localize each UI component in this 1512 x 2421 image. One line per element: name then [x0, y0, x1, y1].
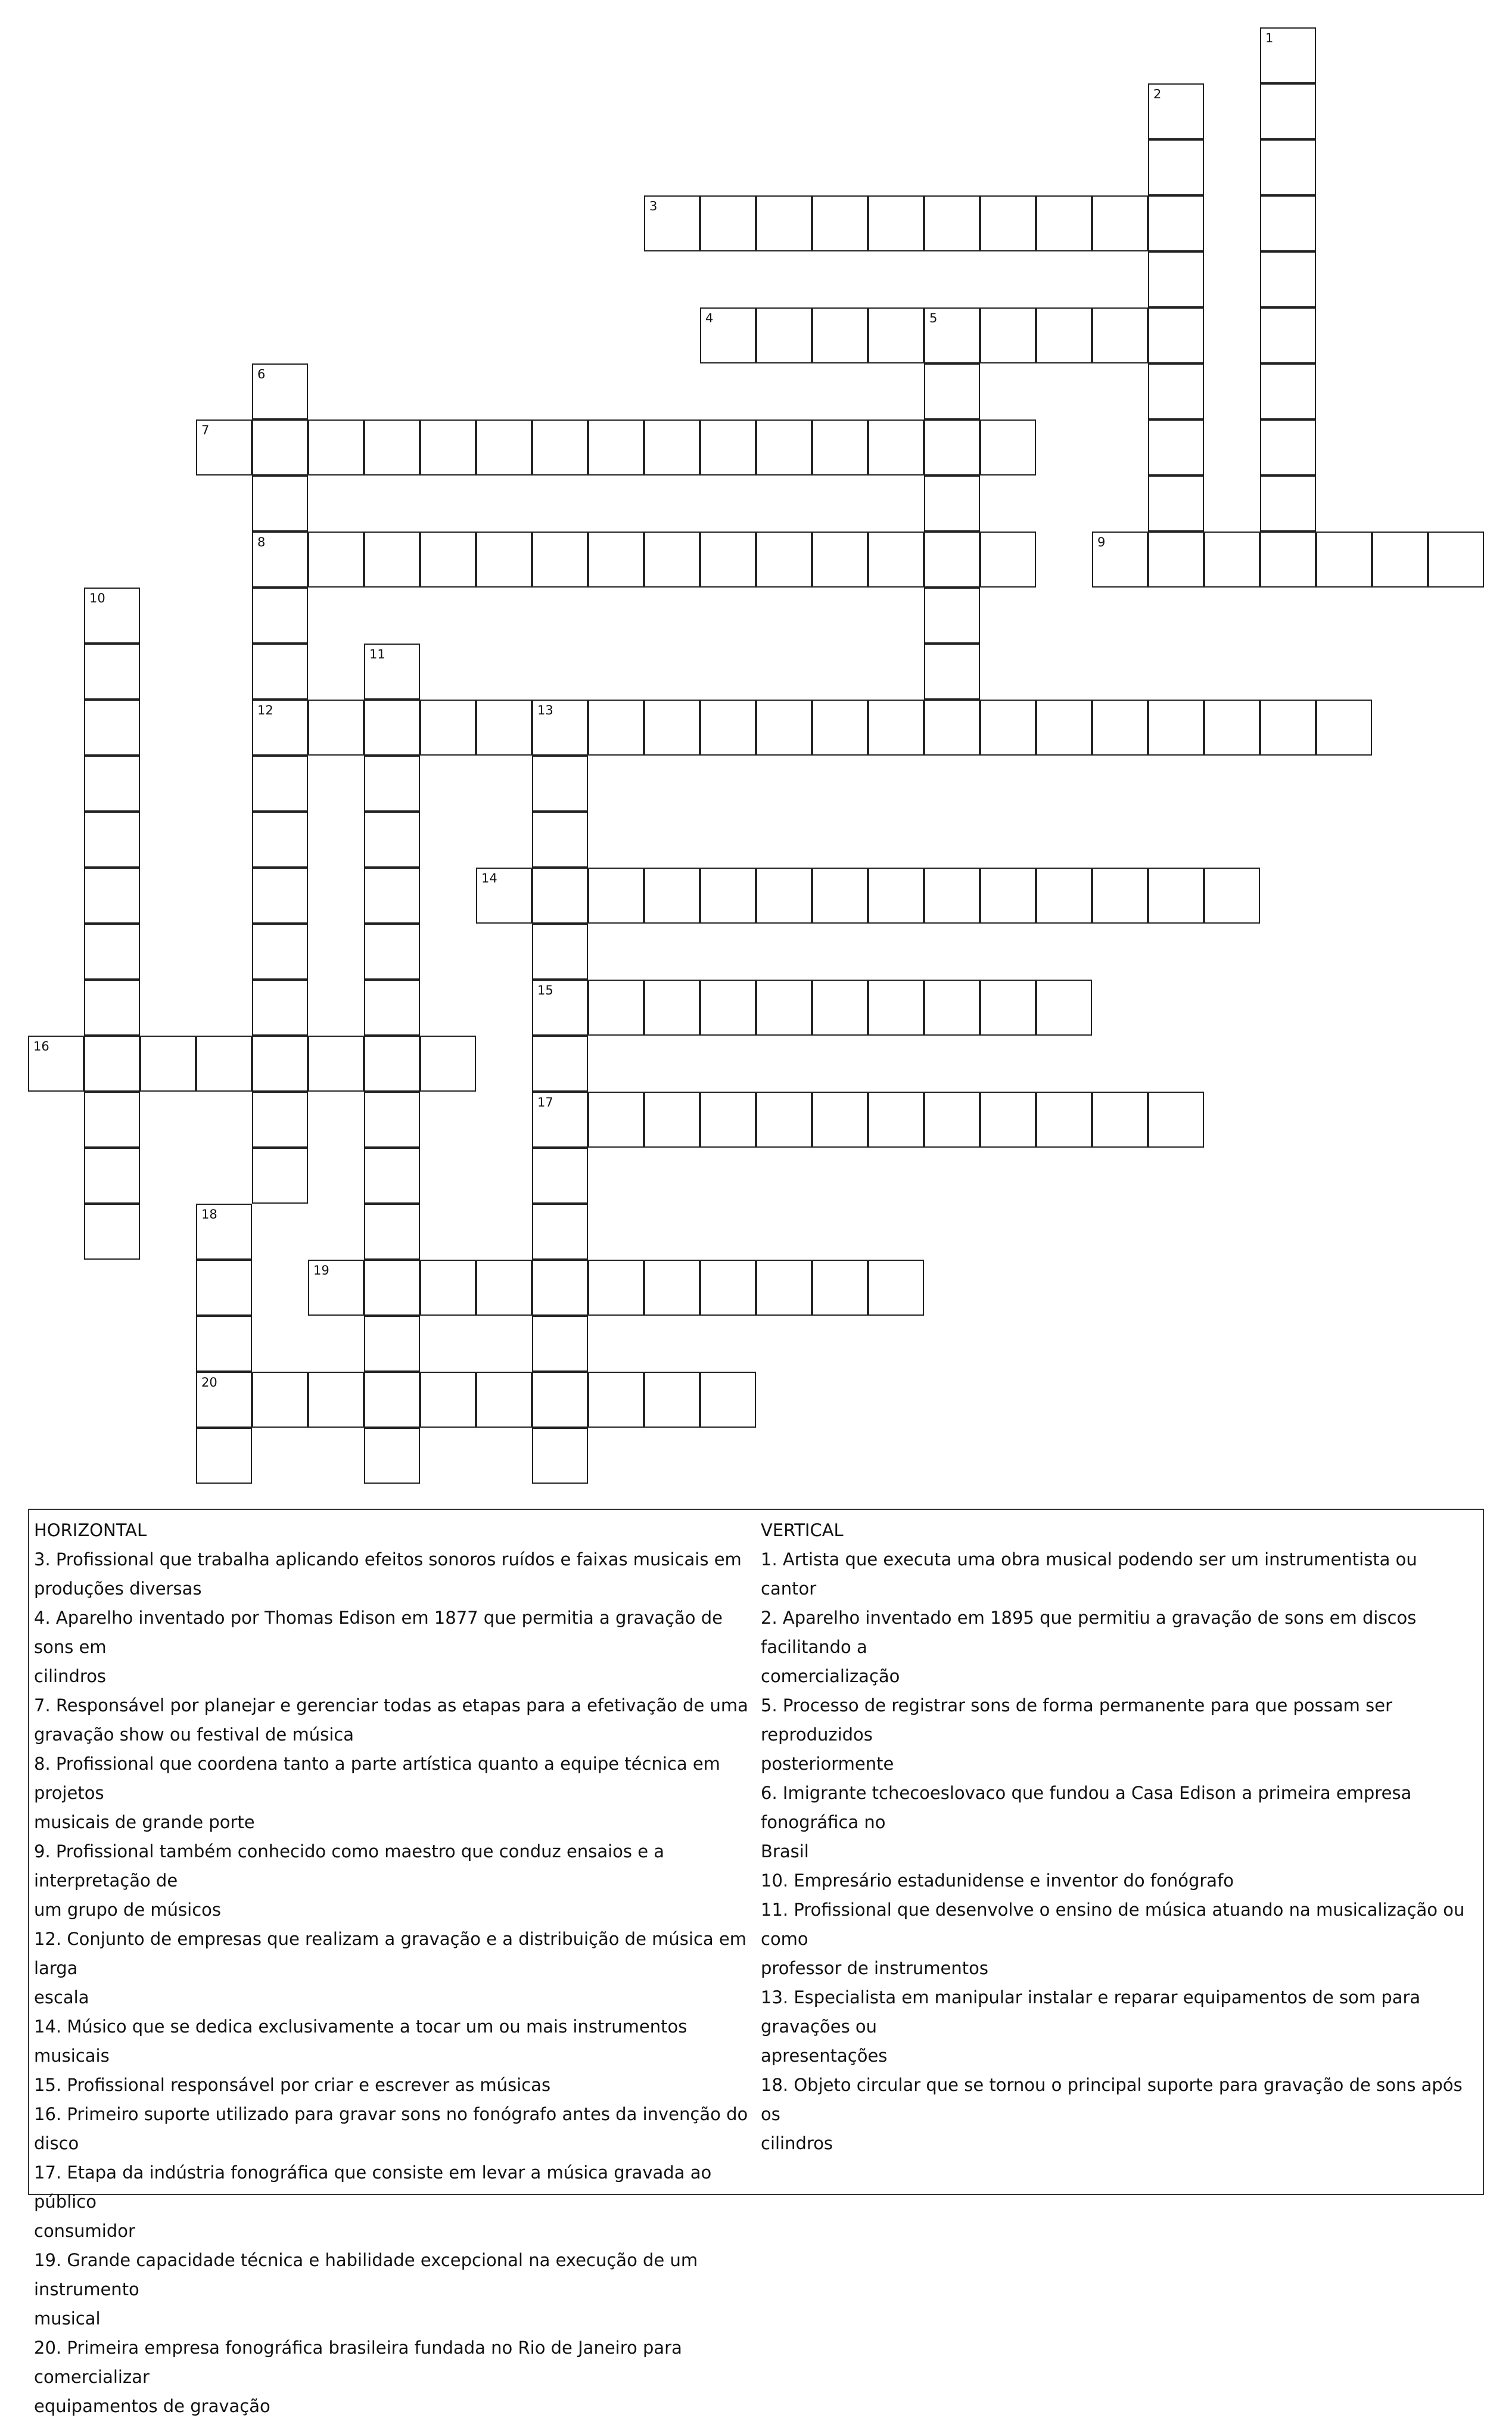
grid-cell[interactable] — [1260, 419, 1316, 476]
grid-cell[interactable] — [252, 812, 308, 868]
grid-cell[interactable] — [1260, 532, 1316, 588]
grid-cell[interactable] — [196, 1316, 252, 1372]
grid-cell[interactable] — [140, 1036, 196, 1092]
grid-cell[interactable] — [532, 756, 588, 812]
grid-cell[interactable] — [1148, 700, 1204, 756]
grid-cell[interactable] — [1148, 139, 1204, 195]
grid-cell[interactable] — [1148, 532, 1204, 588]
grid-cell[interactable] — [364, 419, 420, 476]
grid-cell[interactable] — [588, 700, 644, 756]
clue-number: 17 — [537, 1095, 553, 1110]
grid-cell[interactable] — [196, 419, 252, 476]
grid-cell[interactable] — [1260, 83, 1316, 139]
vertical-clues — [761, 1516, 1476, 2158]
grid-cell[interactable] — [868, 532, 924, 588]
grid-cell[interactable] — [84, 1036, 140, 1092]
horizontal-heading: HORIZONTAL — [34, 1520, 147, 1540]
grid-cell[interactable] — [532, 924, 588, 980]
grid-cell[interactable] — [84, 1204, 140, 1260]
clue-line: 17. Etapa da indústria fonográfica que consiste em levar a música gravada ao público — [34, 2162, 712, 2212]
grid-cell[interactable] — [1204, 700, 1260, 756]
grid-cell[interactable] — [364, 1372, 420, 1428]
clue-line: professor de instrumentos — [761, 1958, 988, 1978]
grid-cell[interactable] — [868, 1092, 924, 1148]
clue-line: 15. Profissional responsável por criar e escrever as músicas — [34, 2075, 551, 2095]
clue-line: 6. Imigrante tchecoeslovaco que fundou a Casa Edison a primeira empresa fonográfica no — [761, 1783, 1412, 1832]
grid-cell[interactable] — [1316, 700, 1372, 756]
grid-cell[interactable] — [924, 476, 980, 532]
clue-line: 18. Objeto circular que se tornou o principal suporte para gravação de sons após os — [761, 2075, 1463, 2124]
grid-cell[interactable] — [1260, 27, 1316, 83]
grid-cell[interactable] — [812, 1092, 868, 1148]
grid-cell[interactable] — [308, 419, 364, 476]
grid-cell[interactable] — [532, 1092, 588, 1148]
clue-number: 20 — [201, 1375, 217, 1390]
grid-cell[interactable] — [1260, 139, 1316, 195]
clue-line: 9. Profissional também conhecido como maestro que conduz ensaios e a interpretação de — [34, 1841, 665, 1891]
grid-cell[interactable] — [532, 700, 588, 756]
grid-cell[interactable] — [980, 1092, 1036, 1148]
grid-cell[interactable] — [1372, 532, 1428, 588]
grid-cell[interactable] — [588, 419, 644, 476]
grid-cell[interactable] — [1260, 363, 1316, 419]
grid-cell[interactable] — [1148, 195, 1204, 251]
clue-line: 7. Responsável por planejar e gerenciar todas as etapas para a efetivação de uma — [34, 1695, 748, 1715]
grid-cell[interactable] — [756, 1260, 812, 1316]
grid-cell[interactable] — [980, 307, 1036, 363]
grid-cell[interactable] — [532, 812, 588, 868]
grid-cell[interactable] — [868, 195, 924, 251]
grid-cell[interactable] — [924, 363, 980, 419]
grid-cell[interactable] — [196, 1036, 252, 1092]
clue-box — [28, 1509, 1484, 2416]
clue-line: um grupo de músicos — [34, 1900, 221, 1920]
grid-cell[interactable] — [532, 1316, 588, 1372]
grid-cell[interactable] — [812, 195, 868, 251]
grid-cell[interactable] — [84, 700, 140, 756]
clue-line: 2. Aparelho inventado em 1895 que permitiu a gravação de sons em discos facilitando a — [761, 1608, 1417, 1657]
grid-cell[interactable] — [812, 868, 868, 924]
grid-cell[interactable] — [252, 1036, 308, 1092]
clue-line: gravação show ou festival de música — [34, 1724, 354, 1745]
grid-cell[interactable] — [1036, 195, 1092, 251]
clue-number: 19 — [313, 1263, 329, 1278]
clue-line: comercialização — [761, 1666, 900, 1686]
clue-line: 11. Profissional que desenvolve o ensino de música atuando na musicalização ou como — [761, 1900, 1465, 1949]
grid-cell[interactable] — [532, 1428, 588, 1484]
clue-line: Brasil — [761, 1841, 809, 1861]
grid-cell[interactable] — [364, 980, 420, 1036]
grid-cell[interactable] — [420, 1372, 476, 1428]
clue-line: 13. Especialista em manipular instalar e reparar equipamentos de som para gravações ou — [761, 1987, 1421, 2037]
grid-cell[interactable] — [924, 868, 980, 924]
clue-line: musicais de grande porte — [34, 1812, 255, 1832]
clue-number: 6 — [257, 367, 266, 381]
grid-cell[interactable] — [84, 1092, 140, 1148]
grid-cell[interactable] — [476, 1372, 532, 1428]
grid-cell[interactable] — [252, 532, 308, 588]
clue-number: 1 — [1265, 31, 1274, 45]
clue-number: 3 — [649, 199, 658, 213]
grid-cell[interactable] — [1260, 476, 1316, 532]
grid-cell[interactable] — [868, 980, 924, 1036]
grid-cell[interactable] — [756, 419, 812, 476]
grid-cell[interactable] — [588, 868, 644, 924]
grid-cell[interactable] — [364, 1092, 420, 1148]
clue-line: 10. Empresário estadunidense e inventor do fonógrafo — [761, 1870, 1234, 1891]
clue-number: 15 — [537, 983, 553, 997]
grid-cell[interactable] — [84, 924, 140, 980]
grid-cell[interactable] — [1036, 1092, 1092, 1148]
grid-cell[interactable] — [924, 532, 980, 588]
grid-cell[interactable] — [532, 1260, 588, 1316]
grid-cell[interactable] — [868, 419, 924, 476]
clue-line: 4. Aparelho inventado por Thomas Edison em 1877 que permitia a gravação de sons em — [34, 1608, 723, 1657]
clue-line: cilindros — [34, 1666, 107, 1686]
grid-cell[interactable] — [1148, 1092, 1204, 1148]
grid-cell[interactable] — [980, 532, 1036, 588]
grid-cell[interactable] — [1428, 532, 1484, 588]
grid-cell[interactable] — [1148, 83, 1204, 139]
grid-cell[interactable] — [1148, 251, 1204, 307]
grid-cell[interactable] — [364, 1316, 420, 1372]
grid-cell[interactable] — [812, 532, 868, 588]
grid-cell[interactable] — [252, 476, 308, 532]
grid-cell[interactable] — [308, 532, 364, 588]
grid-cell[interactable] — [980, 700, 1036, 756]
grid-cell[interactable] — [364, 1428, 420, 1484]
grid-cell[interactable] — [252, 980, 308, 1036]
grid-cell[interactable] — [1148, 307, 1204, 363]
grid-cell[interactable] — [644, 868, 700, 924]
grid-cell[interactable] — [84, 756, 140, 812]
grid-cell[interactable] — [644, 1372, 700, 1428]
grid-cell[interactable] — [364, 868, 420, 924]
clue-number: 16 — [33, 1039, 49, 1053]
grid-cell[interactable] — [476, 532, 532, 588]
grid-cell[interactable] — [364, 532, 420, 588]
clue-number: 5 — [929, 311, 938, 325]
grid-cell[interactable] — [196, 1204, 252, 1260]
clue-line: 19. Grande capacidade técnica e habilidade excepcional na execução de um instrumento — [34, 2250, 698, 2299]
grid-cell[interactable] — [644, 980, 700, 1036]
clue-line: musical — [34, 2308, 101, 2329]
grid-cell[interactable] — [1260, 307, 1316, 363]
grid-cell[interactable] — [252, 1148, 308, 1204]
grid-cell[interactable] — [1092, 532, 1148, 588]
clue-line: apresentações — [761, 2046, 888, 2066]
grid-cell[interactable] — [756, 307, 812, 363]
clue-number: 7 — [201, 423, 210, 437]
clue-line: 14. Músico que se dedica exclusivamente a tocar um ou mais instrumentos musicais — [34, 2016, 687, 2066]
grid-cell[interactable] — [924, 195, 980, 251]
grid-cell[interactable] — [756, 532, 812, 588]
grid-cell[interactable] — [1204, 532, 1260, 588]
grid-cell[interactable] — [84, 868, 140, 924]
grid-cell[interactable] — [532, 1372, 588, 1428]
grid-cell[interactable] — [980, 419, 1036, 476]
grid-cell[interactable] — [1148, 476, 1204, 532]
grid-cell[interactable] — [644, 1260, 700, 1316]
grid-cell[interactable] — [532, 1204, 588, 1260]
clue-line: 8. Profissional que coordena tanto a parte artística quanto a equipe técnica em projetos — [34, 1754, 720, 1803]
grid-cell[interactable] — [420, 419, 476, 476]
grid-cell[interactable] — [980, 195, 1036, 251]
grid-cell[interactable] — [700, 195, 756, 251]
grid-cell[interactable] — [532, 1148, 588, 1204]
grid-cell[interactable] — [700, 1092, 756, 1148]
grid-cell[interactable] — [364, 1260, 420, 1316]
clue-number: 4 — [705, 311, 714, 325]
grid-cell[interactable] — [812, 980, 868, 1036]
grid-cell[interactable] — [588, 1260, 644, 1316]
grid-cell[interactable] — [812, 307, 868, 363]
grid-cell[interactable] — [812, 1260, 868, 1316]
grid-cell[interactable] — [644, 419, 700, 476]
grid-cell[interactable] — [1092, 868, 1148, 924]
grid-cell[interactable] — [420, 532, 476, 588]
grid-cell[interactable] — [700, 307, 756, 363]
grid-cell[interactable] — [1260, 195, 1316, 251]
clue-number: 13 — [537, 703, 553, 717]
grid-cell[interactable] — [1148, 363, 1204, 419]
grid-cell[interactable] — [1260, 700, 1316, 756]
grid-cell[interactable] — [1260, 251, 1316, 307]
grid-cell[interactable] — [700, 700, 756, 756]
grid-cell[interactable] — [84, 644, 140, 700]
grid-cell[interactable] — [196, 1428, 252, 1484]
grid-cell[interactable] — [532, 868, 588, 924]
grid-cell[interactable] — [308, 1372, 364, 1428]
grid-cell[interactable] — [476, 1260, 532, 1316]
grid-cell[interactable] — [84, 1148, 140, 1204]
grid-cell[interactable] — [756, 195, 812, 251]
clue-line: 20. Primeira empresa fonográfica brasileira fundada no Rio de Janeiro para comercializar — [34, 2338, 682, 2387]
grid-cell[interactable] — [588, 1092, 644, 1148]
grid-cell[interactable] — [868, 868, 924, 924]
grid-cell[interactable] — [812, 700, 868, 756]
grid-cell[interactable] — [588, 532, 644, 588]
grid-cell[interactable] — [756, 1092, 812, 1148]
clue-number: 10 — [89, 591, 105, 605]
grid-cell[interactable] — [1036, 307, 1092, 363]
vertical-heading: VERTICAL — [761, 1520, 844, 1540]
grid-cell[interactable] — [812, 419, 868, 476]
grid-cell[interactable] — [252, 588, 308, 644]
grid-cell[interactable] — [588, 1372, 644, 1428]
grid-cell[interactable] — [532, 1036, 588, 1092]
grid-cell[interactable] — [700, 419, 756, 476]
clue-number: 14 — [481, 871, 497, 885]
grid-cell[interactable] — [1092, 1092, 1148, 1148]
grid-cell[interactable] — [420, 1260, 476, 1316]
grid-cell[interactable] — [532, 532, 588, 588]
grid-cell[interactable] — [252, 924, 308, 980]
clue-number: 2 — [1153, 87, 1162, 101]
grid-cell[interactable] — [924, 980, 980, 1036]
grid-cell[interactable] — [252, 700, 308, 756]
grid-cell[interactable] — [420, 700, 476, 756]
grid-cell[interactable] — [1036, 868, 1092, 924]
clue-number: 18 — [201, 1207, 217, 1222]
grid-cell[interactable] — [644, 1092, 700, 1148]
grid-cell[interactable] — [364, 644, 420, 700]
clue-number: 8 — [257, 535, 266, 549]
grid-cell[interactable] — [700, 980, 756, 1036]
grid-cell[interactable] — [1092, 307, 1148, 363]
grid-cell[interactable] — [252, 644, 308, 700]
grid-cell[interactable] — [476, 868, 532, 924]
grid-cell[interactable] — [1092, 700, 1148, 756]
grid-cell[interactable] — [868, 307, 924, 363]
grid-cell[interactable] — [1036, 980, 1092, 1036]
grid-cell[interactable] — [364, 1036, 420, 1092]
grid-cell[interactable] — [364, 1204, 420, 1260]
grid-cell[interactable] — [756, 868, 812, 924]
clue-line: produções diversas — [34, 1578, 202, 1599]
clue-line: 5. Processo de registrar sons de forma permanente para que possam ser reproduzidos — [761, 1695, 1393, 1745]
grid-cell[interactable] — [252, 1092, 308, 1148]
grid-cell[interactable] — [252, 868, 308, 924]
grid-cell[interactable] — [924, 307, 980, 363]
clue-line: 3. Profissional que trabalha aplicando efeitos sonoros ruídos e faixas musicais em — [34, 1549, 742, 1570]
clue-line: escala — [34, 1987, 89, 2007]
grid-cell[interactable] — [196, 1372, 252, 1428]
clue-line: 16. Primeiro suporte utilizado para gravar sons no fonógrafo antes da invenção do disco — [34, 2104, 748, 2153]
grid-cell[interactable] — [1204, 868, 1260, 924]
grid-cell[interactable] — [924, 644, 980, 700]
grid-cell[interactable] — [924, 700, 980, 756]
grid-cell[interactable] — [1148, 868, 1204, 924]
grid-cell[interactable] — [1092, 195, 1148, 251]
clue-line: equipamentos de gravação — [34, 2396, 270, 2416]
grid-cell[interactable] — [196, 1260, 252, 1316]
grid-cell[interactable] — [28, 1036, 84, 1092]
grid-cell[interactable] — [700, 868, 756, 924]
grid-cell[interactable] — [588, 980, 644, 1036]
grid-cell[interactable] — [252, 1372, 308, 1428]
horizontal-clue-list — [34, 1545, 766, 2421]
grid-cell[interactable] — [308, 1036, 364, 1092]
clue-line: posteriormente — [761, 1754, 894, 1774]
grid-cell[interactable] — [364, 924, 420, 980]
grid-cell[interactable] — [420, 1036, 476, 1092]
grid-cell[interactable] — [84, 980, 140, 1036]
clue-number: 12 — [257, 703, 273, 717]
grid-cell[interactable] — [700, 1260, 756, 1316]
clue-line: cilindros — [761, 2133, 833, 2153]
grid-cell[interactable] — [980, 868, 1036, 924]
clue-number: 9 — [1097, 535, 1106, 549]
grid-cell[interactable] — [756, 700, 812, 756]
grid-cell[interactable] — [868, 700, 924, 756]
horizontal-clues — [34, 1516, 766, 2421]
grid-cell[interactable] — [700, 532, 756, 588]
grid-cell[interactable] — [476, 700, 532, 756]
grid-cell[interactable] — [476, 419, 532, 476]
grid-cell[interactable] — [644, 700, 700, 756]
grid-cell[interactable] — [756, 980, 812, 1036]
grid-cell[interactable] — [868, 1260, 924, 1316]
grid-cell[interactable] — [980, 980, 1036, 1036]
grid-cell[interactable] — [364, 700, 420, 756]
grid-cell[interactable] — [924, 419, 980, 476]
clue-line: 12. Conjunto de empresas que realizam a gravação e a distribuição de música em larga — [34, 1929, 746, 1978]
clue-line: consumidor — [34, 2221, 135, 2241]
clue-number: 11 — [369, 647, 385, 661]
clue-line: 1. Artista que executa uma obra musical podendo ser um instrumentista ou cantor — [761, 1549, 1417, 1599]
grid-cell[interactable] — [1148, 419, 1204, 476]
grid-cell[interactable] — [532, 419, 588, 476]
grid-cell[interactable] — [252, 363, 308, 419]
grid-cell[interactable] — [84, 588, 140, 644]
grid-cell[interactable] — [644, 532, 700, 588]
grid-cell[interactable] — [252, 756, 308, 812]
grid-cell[interactable] — [308, 700, 364, 756]
grid-cell[interactable] — [364, 1148, 420, 1204]
grid-cell[interactable] — [532, 980, 588, 1036]
grid-cell[interactable] — [1316, 532, 1372, 588]
grid-cell[interactable] — [364, 812, 420, 868]
grid-cell[interactable] — [84, 812, 140, 868]
grid-cell[interactable] — [364, 756, 420, 812]
vertical-clue-list — [761, 1545, 1476, 2158]
grid-cell[interactable] — [924, 1092, 980, 1148]
grid-cell[interactable] — [1036, 700, 1092, 756]
grid-cell[interactable] — [308, 1260, 364, 1316]
grid-cell[interactable] — [644, 195, 700, 251]
grid-cell[interactable] — [924, 588, 980, 644]
grid-cell[interactable] — [252, 419, 308, 476]
grid-cell[interactable] — [700, 1372, 756, 1428]
